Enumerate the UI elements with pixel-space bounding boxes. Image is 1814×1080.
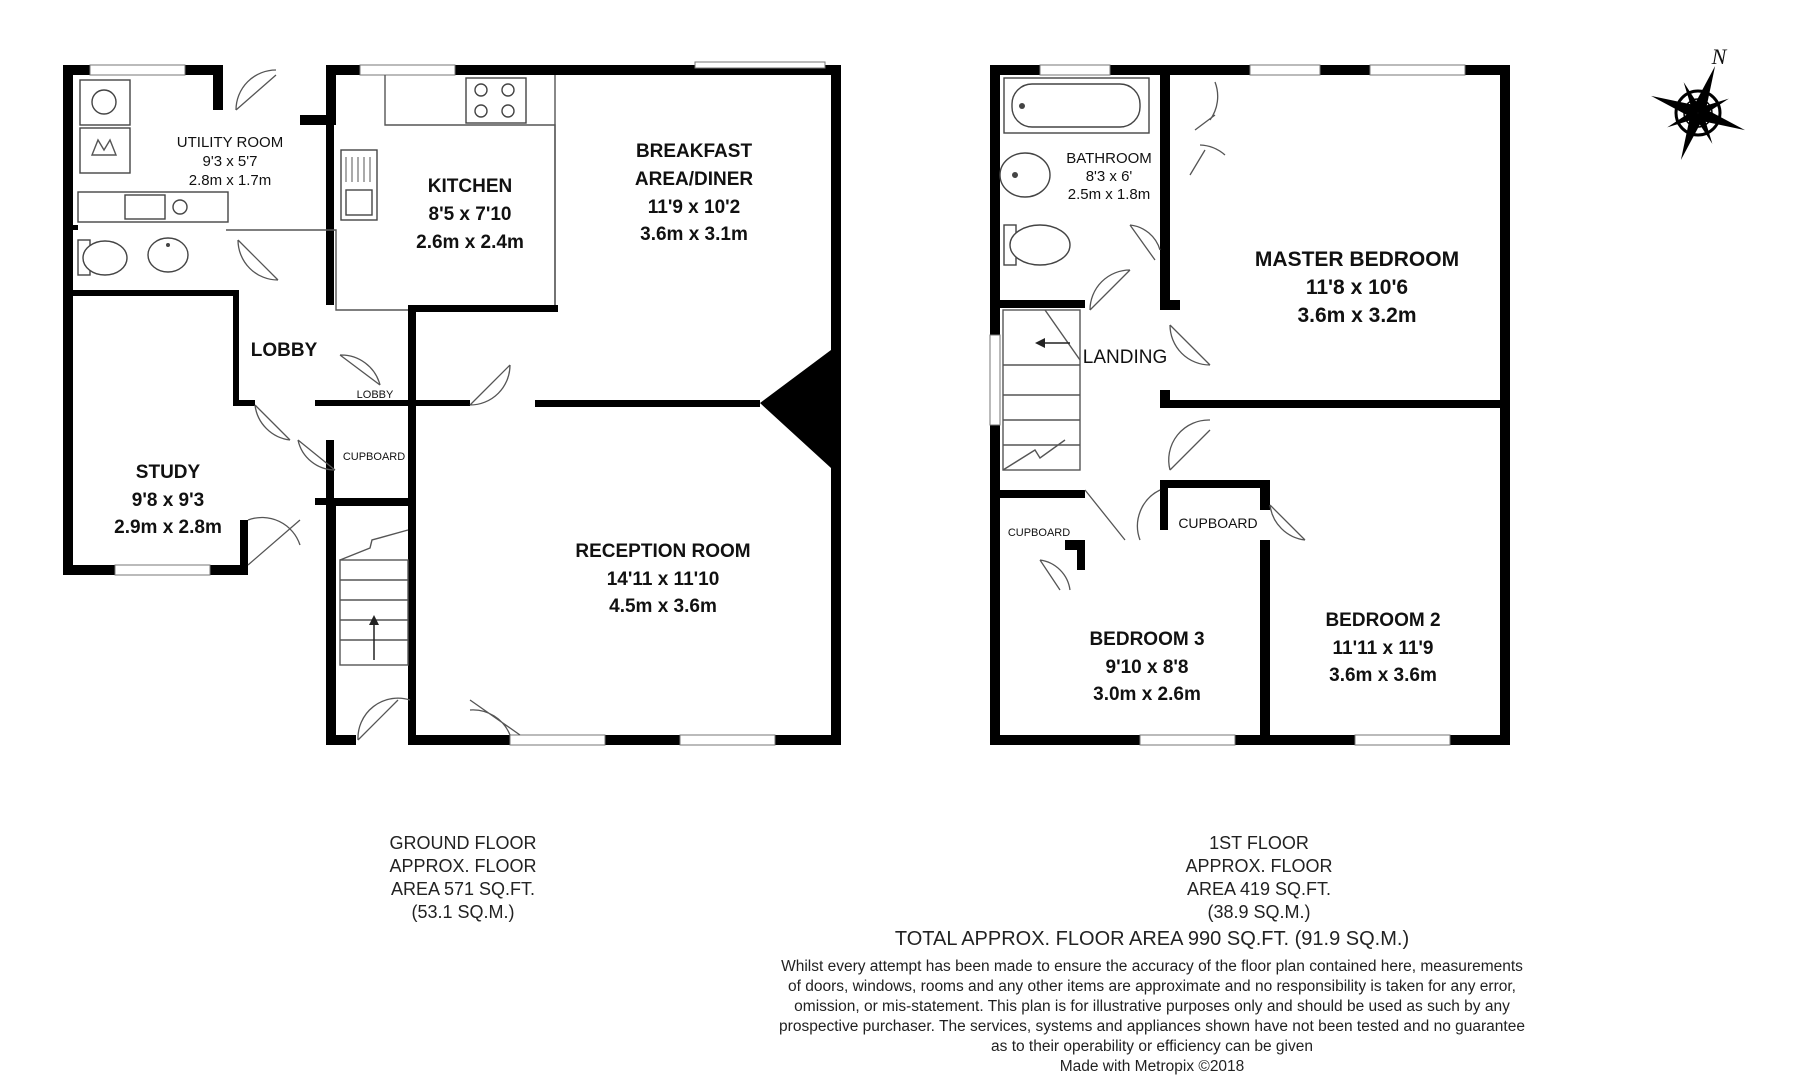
bedroom3-imperial: 9'10 x 8'8 [1105, 657, 1189, 678]
cupboard-left-name: CUPBOARD [1007, 527, 1071, 539]
landing-name: LANDING [1082, 347, 1168, 368]
bedroom2-imperial: 11'11 x 11'9 [1332, 638, 1434, 659]
disclaimer-line: prospective purchaser. The services, systems and appliances shown have not been tested and no guarantee [779, 1018, 1525, 1035]
chimney-breast [760, 350, 831, 468]
compass-rose-icon [1649, 44, 1747, 162]
cupboard-name: CUPBOARD [342, 451, 406, 463]
basin-icon [148, 238, 188, 272]
first-summary-line4: (38.9 SQ.M.) [1207, 902, 1311, 922]
breakfast-imperial: 11'9 x 10'2 [647, 197, 741, 218]
kitchen-imperial: 8'5 x 7'10 [428, 204, 512, 225]
window [1040, 65, 1110, 75]
reception-imperial: 14'11 x 11'10 [606, 569, 720, 590]
toilet-icon [78, 240, 127, 275]
bedroom2-metric: 3.6m x 3.6m [1329, 665, 1437, 686]
ground-floor-summary [389, 833, 536, 922]
bedroom3-metric: 3.0m x 2.6m [1093, 684, 1201, 705]
window [510, 735, 605, 745]
cupboard-right-name: CUPBOARD [1178, 515, 1258, 531]
master-bedroom-metric: 3.6m x 3.2m [1297, 304, 1417, 327]
lobby-small-name: LOBBY [356, 389, 394, 401]
window [1250, 65, 1320, 75]
window [115, 565, 210, 575]
first-summary-line3: AREA 419 SQ.FT. [1186, 879, 1332, 899]
study-name: STUDY [135, 462, 201, 483]
ground-floor-plan [63, 62, 841, 745]
disclaimer-line: omission, or mis-statement. This plan is for illustrative purposes only and should be used as such by any [794, 998, 1510, 1015]
hob-icon [466, 78, 526, 123]
ground-summary-line3: AREA 571 SQ.FT. [390, 879, 536, 899]
window [90, 65, 185, 75]
window [1370, 65, 1465, 75]
credit: Made with Metropix ©2018 [1059, 1058, 1245, 1075]
utility-room-imperial: 9'3 x 5'7 [202, 153, 258, 170]
ground-summary-line4: (53.1 SQ.M.) [411, 902, 515, 922]
breakfast-name-2: AREA/DINER [634, 169, 754, 190]
disclaimer-line: as to their operability or efficiency can be given [991, 1038, 1313, 1055]
bedroom2-name: BEDROOM 2 [1325, 610, 1441, 631]
disclaimer [779, 958, 1525, 1075]
disclaimer-line: of doors, windows, rooms and any other items are approximate and no responsibility is taken for any error, [787, 978, 1517, 995]
bathroom-toilet-icon [1004, 225, 1070, 265]
bath-icon [1004, 78, 1149, 133]
sink-icon [341, 150, 377, 220]
master-bedroom-imperial: 11'8 x 10'6 [1305, 276, 1409, 299]
bedroom3-name: BEDROOM 3 [1089, 629, 1205, 650]
window [680, 735, 775, 745]
lobby-name: LOBBY [250, 340, 318, 361]
compass-north-label: N [1711, 44, 1727, 69]
window [1140, 735, 1235, 745]
first-floor-plan [990, 65, 1510, 745]
ground-summary-line1: GROUND FLOOR [389, 833, 537, 853]
total-floor-area: TOTAL APPROX. FLOOR AREA 990 SQ.FT. (91.9 SQ.M.) [894, 928, 1410, 950]
kitchen-metric: 2.6m x 2.4m [416, 232, 524, 253]
window [990, 335, 1000, 425]
staircase [340, 530, 408, 665]
first-summary-line1: 1ST FLOOR [1209, 833, 1309, 853]
bathroom-metric: 2.5m x 1.8m [1067, 186, 1151, 203]
window [1355, 735, 1450, 745]
window [360, 65, 455, 75]
window [695, 62, 825, 68]
kitchen-name: KITCHEN [427, 176, 513, 197]
breakfast-metric: 3.6m x 3.1m [640, 224, 748, 245]
washing-machine-icon [80, 80, 130, 125]
bathroom-basin-icon [1000, 153, 1050, 197]
breakfast-name-1: BREAKFAST [635, 141, 753, 162]
utility-room-metric: 2.8m x 1.7m [188, 172, 272, 189]
dryer-icon [80, 128, 130, 173]
utility-sink-icon [78, 192, 228, 222]
reception-name: RECEPTION ROOM [575, 541, 751, 562]
master-bedroom-name: MASTER BEDROOM [1254, 248, 1460, 271]
bathroom-name: BATHROOM [1066, 150, 1152, 167]
reception-metric: 4.5m x 3.6m [609, 596, 717, 617]
study-imperial: 9'8 x 9'3 [131, 490, 205, 511]
first-floor-staircase [1003, 310, 1080, 470]
disclaimer-line: Whilst every attempt has been made to ensure the accuracy of the floor plan contained here, measurements [781, 958, 1523, 975]
first-floor-summary [1185, 833, 1332, 922]
ground-summary-line2: APPROX. FLOOR [389, 856, 537, 876]
utility-room-name: UTILITY ROOM [176, 134, 284, 151]
bathroom-imperial: 8'3 x 6' [1085, 168, 1133, 185]
first-summary-line2: APPROX. FLOOR [1185, 856, 1333, 876]
study-metric: 2.9m x 2.8m [114, 517, 222, 538]
